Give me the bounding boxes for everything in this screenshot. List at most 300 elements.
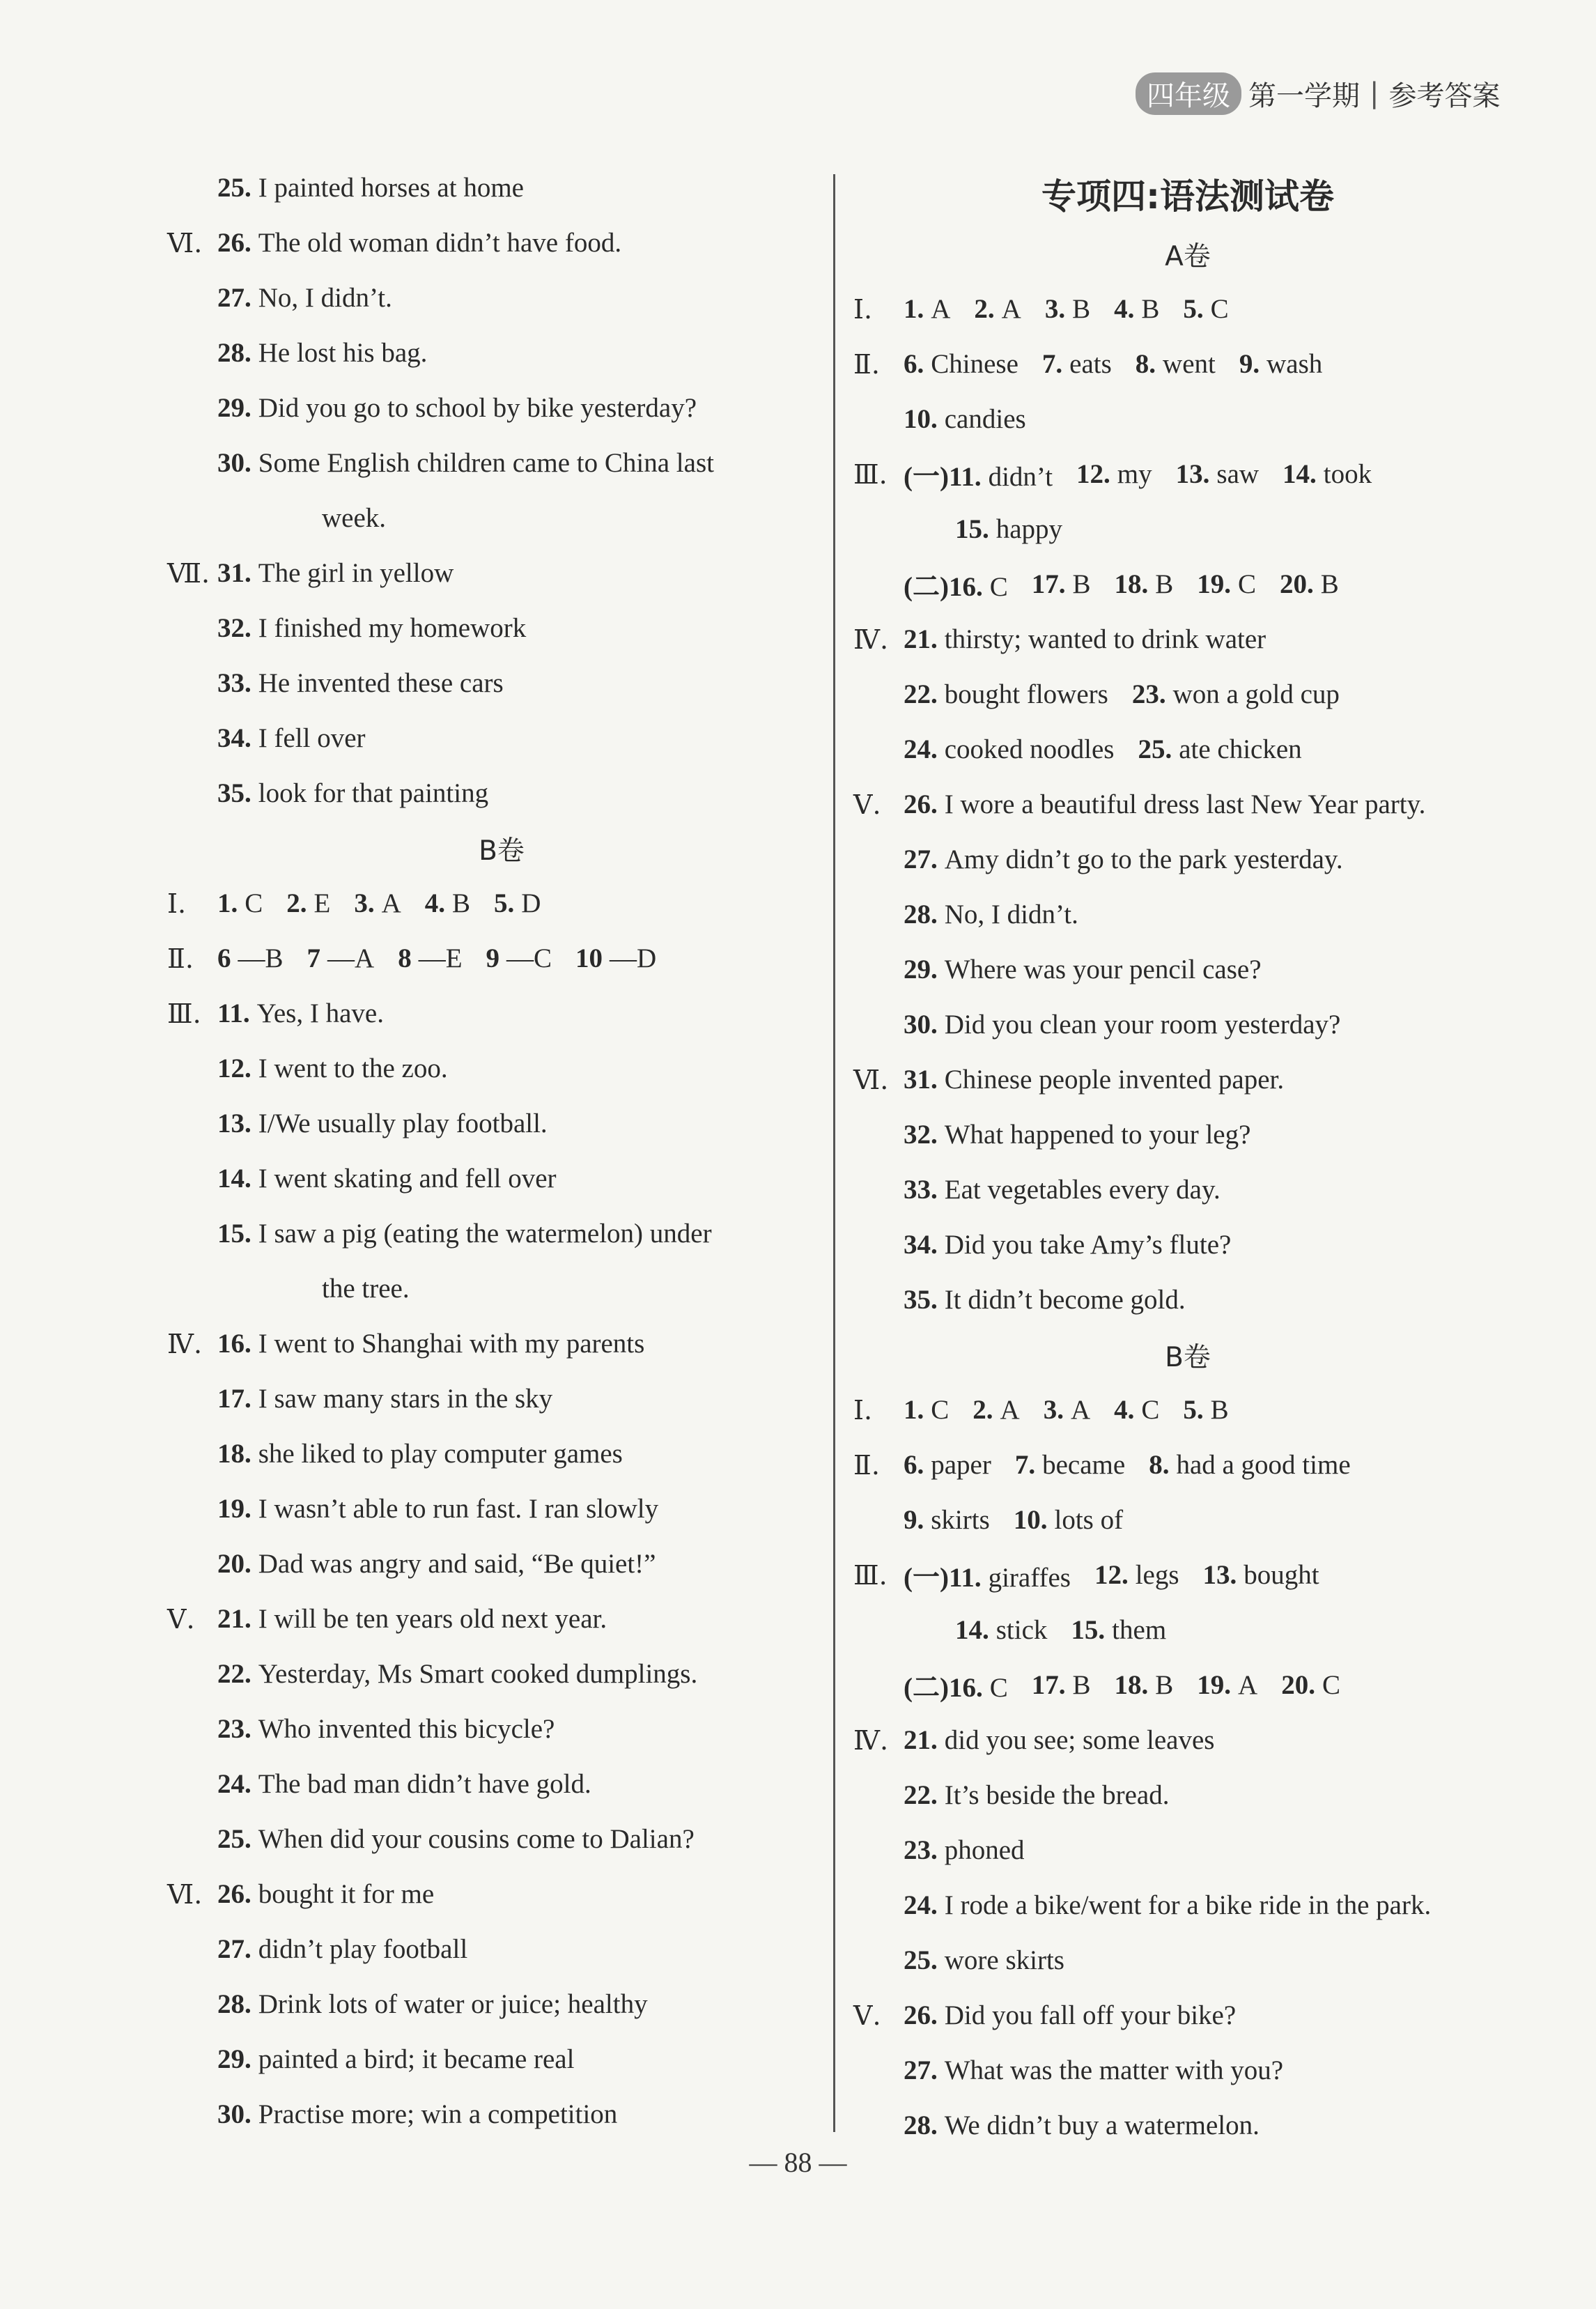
question-number: 10. — [1013, 1505, 1048, 1535]
answer-text: Who invented this bicycle? — [258, 1714, 555, 1744]
answer-text: Did you clean your room yesterday? — [944, 1010, 1341, 1040]
answer-items — [904, 1119, 1274, 1150]
answer-items — [904, 1614, 1190, 1646]
answer-text: B — [1072, 569, 1091, 599]
answer-text: C — [1322, 1670, 1340, 1700]
question-number: 13. — [1175, 459, 1210, 489]
answer-line — [167, 1151, 836, 1206]
question-number: 26. — [217, 228, 251, 258]
answer-line — [853, 777, 1522, 832]
answer-item — [1283, 458, 1372, 490]
question-number: 5. — [494, 888, 515, 918]
answer-item — [217, 667, 504, 699]
roman-numeral: Ⅴ. — [853, 789, 881, 820]
question-number: 25. — [217, 1824, 251, 1854]
roman-numeral: Ⅱ. — [167, 943, 194, 974]
question-number: (一)11. — [904, 461, 982, 492]
answer-item — [217, 2099, 617, 2130]
question-number: 22. — [904, 1780, 938, 1810]
question-number: 28. — [217, 1989, 251, 2019]
answer-item — [425, 888, 470, 919]
answer-text: I went skating and fell over — [258, 1164, 557, 1194]
answer-item — [973, 1394, 1019, 1426]
answer-item — [1115, 569, 1174, 600]
answer-item — [1183, 1394, 1228, 1426]
answer-items — [904, 1666, 1364, 1705]
answer-item — [904, 1394, 949, 1426]
answer-item — [904, 789, 1425, 820]
question-number: (二)16. — [904, 571, 983, 602]
answer-items — [904, 293, 1253, 325]
question-number: 1. — [904, 294, 924, 324]
answer-item — [1132, 679, 1340, 710]
answer-items — [904, 1504, 1147, 1536]
question-number: 4. — [424, 888, 446, 918]
question-number: 3. — [354, 888, 375, 918]
question-number: 25. — [1138, 734, 1172, 764]
answer-item — [904, 679, 1108, 710]
answer-items — [217, 1108, 571, 1139]
answer-line — [853, 1823, 1522, 1878]
question-number: 34. — [904, 1230, 938, 1260]
answer-text: didn’t — [988, 461, 1053, 492]
answer-item — [307, 943, 375, 974]
answer-text: phoned — [944, 1835, 1025, 1865]
answer-text: painted a bird; it became real — [258, 2044, 575, 2074]
question-number: 6. — [904, 349, 924, 379]
answer-item — [217, 1713, 555, 1745]
answer-text: I went to the zoo. — [258, 1053, 448, 1083]
question-number: 20. — [1280, 569, 1314, 599]
answer-item — [217, 1878, 434, 1910]
roman-numeral: Ⅴ. — [853, 2000, 881, 2031]
answer-items — [904, 1556, 1343, 1595]
answer-item — [217, 1493, 658, 1524]
answer-text: I wore a beautiful dress last New Year party. — [944, 789, 1426, 819]
question-number: 27. — [217, 1934, 251, 1964]
question-number: 21. — [904, 1725, 938, 1755]
answer-items — [217, 2044, 598, 2075]
question-number: 2. — [973, 1395, 993, 1425]
answer-text: my — [1117, 459, 1152, 489]
answer-items — [904, 844, 1367, 875]
answer-text: A — [1001, 294, 1021, 324]
answer-items — [904, 2055, 1307, 2086]
question-number: 24. — [904, 1890, 938, 1920]
answer-items — [217, 1823, 718, 1855]
question-number: 26. — [904, 789, 938, 819]
answer-item — [904, 403, 1026, 435]
answer-item — [217, 1328, 644, 1359]
answer-items — [217, 1328, 668, 1359]
answer-line — [167, 380, 836, 435]
answer-line — [853, 2043, 1522, 2098]
answer-line — [167, 1536, 836, 1591]
answer-line — [853, 1217, 1522, 1272]
answer-line — [853, 942, 1522, 997]
answer-items — [217, 778, 512, 809]
answer-text: C — [1238, 569, 1257, 599]
question-number: 5. — [1183, 294, 1204, 324]
answer-item — [955, 513, 1062, 545]
answer-text: I will be ten years old next year. — [258, 1604, 607, 1634]
answer-item — [217, 1823, 695, 1855]
question-number: 9. — [904, 1505, 924, 1535]
roman-numeral: Ⅰ. — [853, 293, 873, 325]
answer-text: legs — [1135, 1560, 1179, 1590]
question-number: 17. — [217, 1384, 251, 1414]
question-number: 1. — [217, 888, 238, 918]
answer-line — [167, 1481, 836, 1536]
answer-text: C — [1141, 1395, 1160, 1425]
answer-text: B — [1210, 1395, 1229, 1425]
answer-item — [217, 1438, 623, 1469]
answer-text: He invented these cars — [258, 668, 504, 698]
question-number: 3. — [1043, 1395, 1064, 1425]
roman-numeral: Ⅲ. — [853, 458, 888, 490]
question-number: 23. — [904, 1835, 938, 1865]
answer-line — [853, 1603, 1522, 1658]
answer-items — [217, 1878, 458, 1910]
answer-line — [167, 931, 836, 986]
answer-item — [1239, 348, 1322, 380]
answer-item — [1138, 734, 1301, 765]
question-number: 4. — [1114, 294, 1135, 324]
answer-item — [955, 1614, 1047, 1646]
roman-numeral: Ⅳ. — [167, 1328, 203, 1359]
answer-item — [217, 172, 524, 203]
answer-items — [904, 679, 1363, 710]
question-number: 7 — [307, 943, 321, 973]
question-number: 13. — [1202, 1560, 1237, 1590]
answer-text: stick — [995, 1615, 1048, 1645]
answer-text: ate chicken — [1179, 734, 1302, 764]
answer-item — [974, 293, 1021, 325]
answer-item — [904, 1229, 1231, 1260]
question-number: 22. — [217, 1659, 251, 1689]
answer-line — [853, 1768, 1522, 1823]
question-number: 16. — [217, 1329, 251, 1359]
answer-text: won a gold cup — [1172, 679, 1340, 709]
answer-item — [1094, 1559, 1179, 1591]
answer-text: went — [1163, 349, 1216, 379]
answer-text: Drink lots of water or juice; healthy — [258, 1989, 648, 2019]
answer-items — [904, 1779, 1193, 1811]
answer-item — [1032, 1669, 1091, 1701]
answer-line — [167, 325, 836, 380]
answer-line — [167, 1922, 836, 1977]
answer-items — [904, 348, 1346, 380]
answer-items — [904, 513, 1086, 545]
answer-item — [904, 624, 1266, 655]
answer-line — [167, 2087, 836, 2142]
answer-text: Where was your pencil case? — [944, 955, 1262, 984]
answer-line — [853, 1988, 1522, 2043]
answer-text: It’s beside the bread. — [944, 1780, 1170, 1810]
question-number: 35. — [217, 778, 251, 808]
answer-items — [904, 1174, 1244, 1205]
answer-text: C — [989, 1672, 1008, 1703]
question-number: 14. — [217, 1164, 251, 1194]
question-number: 2. — [974, 294, 995, 324]
answer-text: I fell over — [258, 723, 366, 753]
answer-text: I went to Shanghai with my parents — [258, 1329, 645, 1359]
answer-items — [904, 1835, 1048, 1866]
question-number: 21. — [904, 624, 938, 654]
answer-item — [217, 1053, 448, 1084]
question-number: (一)11. — [904, 1562, 982, 1593]
question-number: 10 — [575, 943, 603, 973]
answer-items — [217, 1548, 679, 1580]
answer-line — [167, 1977, 836, 2032]
answer-item — [904, 1119, 1250, 1150]
answer-item — [1045, 293, 1090, 325]
answer-items — [217, 1713, 578, 1745]
answer-line — [853, 887, 1522, 942]
answer-text: A — [1070, 1395, 1091, 1425]
answer-line — [853, 1162, 1522, 1217]
question-number: 15. — [217, 1219, 251, 1249]
answer-text: We didn’t buy a watermelon. — [944, 2110, 1260, 2140]
answer-text: saw — [1216, 459, 1260, 489]
question-number: (二)16. — [904, 1672, 983, 1703]
question-number: 31. — [904, 1065, 938, 1095]
answer-text: Dad was angry and said, “Be quiet!” — [258, 1549, 656, 1579]
answer-item — [1015, 1449, 1125, 1481]
question-number: 29. — [217, 393, 251, 423]
answer-line — [853, 2098, 1522, 2153]
roman-numeral: Ⅱ. — [853, 1449, 880, 1481]
answer-items — [904, 624, 1289, 655]
question-number: 3. — [1044, 294, 1066, 324]
answer-text: It didn’t become gold. — [944, 1285, 1186, 1315]
answer-text: them — [1112, 1615, 1167, 1645]
answer-item — [1136, 348, 1216, 380]
answer-item — [217, 1548, 656, 1580]
section-title: 专项四:语法测试卷 — [1041, 176, 1334, 217]
answer-item — [1071, 1614, 1166, 1646]
answer-text: A — [931, 294, 951, 324]
question-number: 33. — [904, 1175, 938, 1205]
answer-items — [217, 337, 451, 369]
answer-items — [217, 1493, 682, 1524]
answer-text: The girl in yellow — [258, 558, 454, 588]
question-number: 20. — [1281, 1670, 1315, 1700]
question-number: 22. — [904, 679, 938, 709]
answer-text: C — [1210, 294, 1229, 324]
answer-text: —E — [418, 943, 463, 973]
answer-text: The bad man didn’t have gold. — [258, 1769, 591, 1799]
answer-text: Did you go to school by bike yesterday? — [258, 393, 697, 423]
answer-item — [1203, 1559, 1319, 1591]
answer-text: —D — [610, 943, 657, 973]
answer-item — [904, 734, 1114, 765]
answer-text: Chinese people invented paper. — [944, 1065, 1285, 1095]
column-divider — [833, 174, 835, 2132]
question-number: 21. — [217, 1604, 251, 1634]
question-number: 8. — [1135, 349, 1156, 379]
question-number: 4. — [1114, 1395, 1135, 1425]
question-number: 27. — [904, 2055, 938, 2085]
answer-items — [217, 1933, 491, 1965]
answer-line — [167, 160, 836, 215]
answer-items — [904, 1890, 1455, 1921]
answer-line — [853, 557, 1522, 612]
answer-text: didn’t play football — [258, 1934, 468, 1964]
answer-line — [167, 986, 836, 1041]
answer-line — [853, 1713, 1522, 1768]
answer-item — [217, 888, 263, 919]
answer-item — [1281, 1669, 1340, 1701]
answer-item — [904, 1009, 1340, 1040]
answer-line — [167, 546, 836, 601]
question-number: 29. — [217, 2044, 251, 2074]
roman-numeral: Ⅵ. — [853, 1064, 889, 1095]
question-number: 18. — [217, 1439, 251, 1469]
question-number: 26. — [904, 2000, 938, 2030]
answer-text: took — [1323, 459, 1372, 489]
section-subtitle: B卷 — [1165, 1341, 1211, 1373]
question-number: 35. — [904, 1285, 938, 1315]
left-column — [167, 160, 836, 2142]
question-number: 12. — [1076, 459, 1110, 489]
continuation-text: the tree. — [322, 1274, 410, 1304]
answer-line — [853, 502, 1522, 557]
page-header — [1136, 74, 1500, 113]
question-number: 9 — [486, 943, 500, 973]
answer-items — [217, 1163, 580, 1194]
answer-item — [217, 337, 427, 369]
question-number: 14. — [1283, 459, 1317, 489]
answer-line — [167, 1371, 836, 1426]
answer-item — [486, 943, 552, 974]
answer-item — [904, 1835, 1025, 1866]
answer-text: When did your cousins come to Dalian? — [258, 1824, 695, 1854]
answer-line — [853, 1437, 1522, 1492]
answer-text: No, I didn’t. — [944, 899, 1078, 929]
answer-text: Some English children came to China last — [258, 448, 714, 478]
answer-item — [904, 1666, 1008, 1705]
answer-items — [904, 455, 1395, 494]
answer-items — [904, 2000, 1260, 2031]
answer-text: did you see; some leaves — [944, 1725, 1215, 1755]
term-label: 第一学期 — [1248, 79, 1360, 112]
answer-item — [217, 1383, 552, 1414]
answer-item — [354, 888, 401, 919]
roman-numeral: Ⅵ. — [167, 227, 203, 258]
answer-item — [904, 348, 1018, 380]
answer-items — [217, 282, 416, 314]
question-number: 19. — [1197, 569, 1232, 599]
roman-numeral: Ⅱ. — [853, 348, 880, 380]
answer-text: B — [1141, 294, 1160, 324]
question-number: 18. — [1114, 569, 1149, 599]
answer-text: B — [452, 888, 471, 918]
answer-line — [167, 215, 836, 270]
question-number: 12. — [1094, 1560, 1129, 1590]
answer-items — [904, 899, 1102, 930]
answer-line — [167, 1591, 836, 1646]
answer-items — [217, 723, 389, 754]
answer-text: B — [1155, 569, 1174, 599]
answer-items — [904, 1064, 1308, 1095]
grade-badge: 四年级 — [1136, 72, 1241, 115]
answer-text: paper — [931, 1450, 991, 1480]
answer-text: giraffes — [988, 1562, 1071, 1593]
answer-line — [853, 1547, 1522, 1603]
answer-item — [904, 565, 1008, 604]
answer-items — [904, 954, 1285, 985]
answer-item — [904, 954, 1262, 985]
answer-item — [1183, 293, 1228, 325]
answer-line — [167, 1756, 836, 1812]
answer-items — [217, 172, 548, 203]
roman-numeral: Ⅳ. — [853, 624, 889, 655]
question-number: 31. — [217, 558, 251, 588]
answer-item — [217, 1108, 548, 1139]
question-number: 14. — [955, 1615, 989, 1645]
answer-item — [217, 1603, 607, 1635]
answer-text: bought flowers — [944, 679, 1108, 709]
answer-items — [217, 227, 645, 258]
roman-numeral: Ⅰ. — [853, 1394, 873, 1426]
answer-text: Eat vegetables every day. — [944, 1175, 1221, 1205]
answer-text: she liked to play computer games — [258, 1439, 623, 1469]
answer-line — [853, 832, 1522, 887]
answer-item — [904, 899, 1078, 930]
answer-item — [217, 1768, 591, 1800]
answer-items — [217, 392, 720, 424]
answer-item — [904, 1449, 991, 1481]
answer-item — [1032, 569, 1091, 600]
answer-items — [904, 734, 1326, 765]
answer-item — [217, 612, 526, 644]
answer-item — [217, 943, 284, 974]
answer-item — [904, 293, 950, 325]
answer-item — [217, 1988, 648, 2020]
answer-text: A — [381, 888, 401, 918]
answer-item — [398, 943, 462, 974]
answer-item — [904, 1724, 1214, 1756]
answer-line — [853, 281, 1522, 337]
answer-text: I saw many stars in the sky — [258, 1384, 553, 1414]
question-number: 30. — [217, 448, 251, 478]
answer-text: A — [1238, 1670, 1258, 1700]
question-number: 2. — [286, 888, 307, 918]
answer-item — [217, 392, 697, 424]
answer-text: He lost his bag. — [258, 338, 428, 368]
answer-item — [904, 2000, 1236, 2031]
answer-line — [853, 1107, 1522, 1162]
question-number: 34. — [217, 723, 251, 753]
page-number: — 88 — — [749, 2147, 847, 2178]
answer-text: What was the matter with you? — [944, 2055, 1284, 2085]
answer-text: I saw a pig (eating the watermelon) under — [258, 1219, 712, 1249]
question-number: 12. — [217, 1053, 251, 1083]
answer-text: wore skirts — [944, 1945, 1064, 1975]
answer-text: C — [989, 571, 1008, 602]
question-number: 15. — [1071, 1615, 1106, 1645]
answer-items — [217, 888, 564, 919]
answer-text: wash — [1266, 349, 1323, 379]
answer-item — [217, 227, 621, 258]
answer-text: Chinese — [931, 349, 1018, 379]
answer-line — [167, 876, 836, 931]
roman-numeral: Ⅶ. — [167, 557, 210, 589]
answer-text: Amy didn’t go to the park yesterday. — [944, 844, 1343, 874]
answer-line — [167, 1316, 836, 1371]
question-number: 25. — [217, 173, 251, 203]
